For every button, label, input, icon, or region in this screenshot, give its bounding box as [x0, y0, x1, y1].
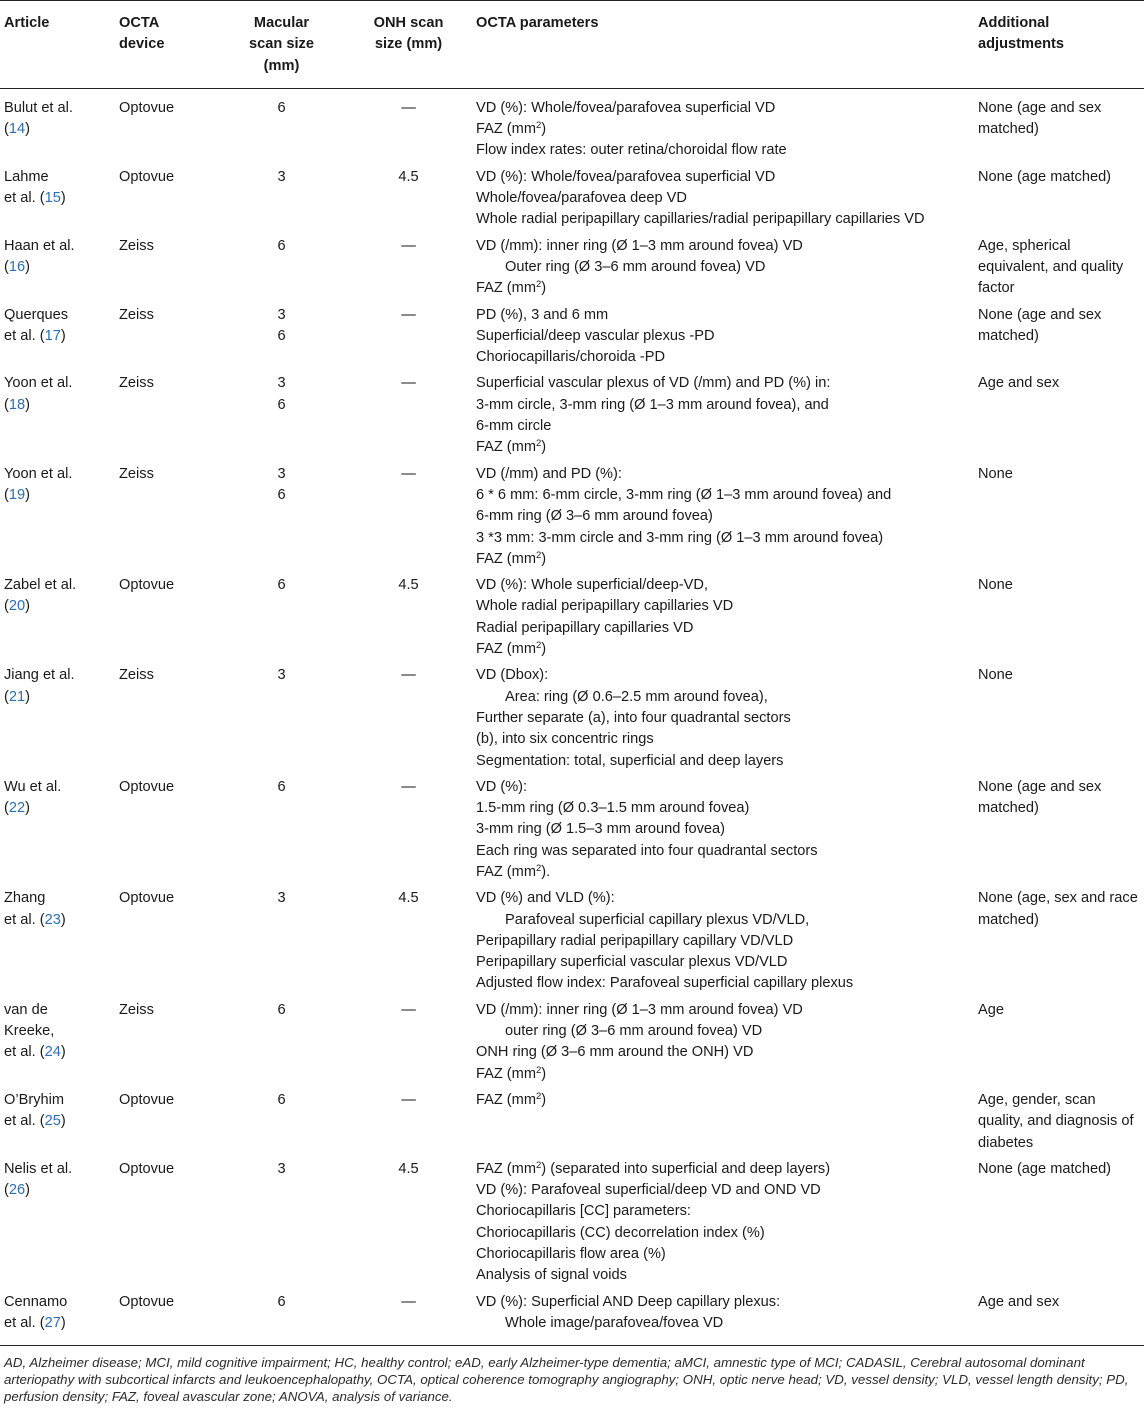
cell-article: Zhang et al. (23)	[4, 890, 66, 928]
cell-adjust	[974, 88, 1144, 166]
adjust-line: Age and sex	[978, 1293, 1060, 1310]
cell-onh	[345, 1159, 472, 1292]
param-line: FAZ $(mm^2)$	[476, 549, 547, 567]
table-row	[0, 88, 1144, 166]
cell-params	[472, 236, 974, 305]
article-author: O’Bryhim et al.	[4, 1091, 64, 1130]
adjust-line: matched)	[978, 800, 1039, 817]
cell-params	[472, 575, 974, 665]
header-params: OCTA parameters	[472, 1, 974, 89]
onh-size-value: —	[401, 1001, 416, 1018]
cell-params	[472, 1090, 974, 1159]
article-author: Cennamo et al.	[4, 1293, 68, 1331]
param-line: Choriocapillaris (CC) decorrelation index (%)	[476, 1224, 765, 1241]
article-author: Jiang et al.	[4, 667, 75, 684]
adjust-line: None	[978, 465, 1013, 482]
macular-size-value: 3	[277, 1160, 286, 1177]
article-author: Yoon et al.	[4, 375, 73, 392]
cell-onh	[345, 665, 472, 776]
param-line: 1.5-mm ring (Ø 0.3–1.5 mm around fovea)	[476, 800, 750, 817]
macular-size-value: 6	[277, 396, 286, 413]
cell-params	[472, 1000, 974, 1090]
onh-size-value: —	[401, 465, 416, 482]
cell-adjust	[974, 236, 1144, 305]
device-value: Optovue	[119, 1160, 175, 1177]
cell-adjust	[974, 1090, 1144, 1159]
adjust-line: matched)	[978, 911, 1039, 928]
article-author: Wu et al.	[4, 778, 62, 795]
onh-size-value: 4.5	[398, 890, 419, 907]
param-line: Flow index rates: outer retina/choroidal flow rate	[476, 142, 787, 159]
param-line: VD (%):	[476, 778, 528, 795]
cell-params	[472, 167, 974, 236]
table-row	[0, 888, 1144, 999]
adjust-line: quality, and diagnosis of	[978, 1113, 1134, 1130]
onh-size-value: 4.5	[398, 577, 419, 594]
cell-macular	[218, 464, 345, 575]
table-row	[0, 373, 1144, 463]
cell-device	[115, 88, 218, 166]
cell-device	[115, 1090, 218, 1159]
cell-article: O’Bryhim et al. (25)	[4, 1091, 66, 1130]
param-line: FAZ $(mm^2)$	[476, 1090, 547, 1108]
table-footnote: AD, Alzheimer disease; MCI, mild cognitive impairment; HC, healthy control; eAD, early Alzheimer-type dementia; aMCI, amnestic type of MCI; CADASIL, Cerebral autosomal dominant arteriopathy with subcortical infarcts and leukoencephalopathy, OCTA, optical coherence tomography angiography; ONH, optic nerve head; VD, vessel density; VLD, vessel length density; PD, perfusion density; FAZ, foveal avascular zone; ANOVA, analysis of variance.	[4, 1355, 1129, 1405]
cell-article: Nelis et al. (26)	[4, 1160, 73, 1199]
param-line: FAZ $(mm^2)$	[476, 120, 547, 138]
table-row	[0, 575, 1144, 665]
cell-params	[472, 777, 974, 888]
macular-size-value: 3	[277, 168, 286, 185]
param-line: Radial peripapillary capillaries VD	[476, 619, 694, 636]
onh-size-value: —	[401, 306, 416, 323]
reference-link[interactable]: 15	[44, 190, 61, 207]
article-author: Bulut et al.	[4, 99, 73, 116]
header-row	[0, 1, 1144, 89]
cell-device	[115, 464, 218, 575]
param-line: Area: ring (Ø 0.6–2.5 mm around fovea),	[505, 688, 768, 705]
param-line: VD (/mm) and PD (%):	[476, 465, 622, 482]
cell-adjust	[974, 1159, 1144, 1292]
adjust-line: None (age matched)	[978, 1160, 1112, 1177]
adjust-line: None (age and sex	[978, 778, 1102, 795]
param-line: Whole image/parafovea/fovea VD	[505, 1314, 724, 1331]
device-value: Zeiss	[119, 465, 154, 482]
param-line: (b), into six concentric rings	[476, 731, 654, 748]
cell-adjust	[974, 575, 1144, 665]
param-line: Whole radial peripapillary capillaries/radial peripapillary capillaries VD	[476, 211, 925, 228]
cell-article: Yoon et al. (19)	[4, 465, 73, 503]
param-line: VD (%): Whole superficial/deep-VD,	[476, 577, 708, 594]
param-line: Superficial/deep vascular plexus -PD	[476, 327, 715, 344]
device-value: Optovue	[119, 890, 175, 907]
param-line: Segmentation: total, superficial and deep layers	[476, 752, 784, 769]
cell-macular	[218, 88, 345, 166]
cell-macular	[218, 665, 345, 776]
cell-onh	[345, 575, 472, 665]
cell-adjust	[974, 373, 1144, 463]
macular-size-value: 6	[277, 778, 286, 795]
param-line: Further separate (a), into four quadrantal sectors	[476, 709, 791, 726]
adjust-line: diabetes	[978, 1134, 1034, 1151]
onh-size-value: —	[401, 667, 416, 684]
param-line: Analysis of signal voids	[476, 1267, 627, 1284]
param-line: VD (%): Whole/fovea/parafovea superficial VD	[476, 99, 776, 116]
table-body	[0, 88, 1144, 1345]
cell-article: Zabel et al. (20)	[4, 577, 77, 615]
param-line: VD (Dbox):	[476, 667, 549, 684]
macular-size-value: 6	[277, 1293, 286, 1310]
cell-macular	[218, 236, 345, 305]
reference-link[interactable]: 22	[8, 800, 26, 817]
device-value: Optovue	[119, 1091, 175, 1108]
cell-macular	[218, 1000, 345, 1090]
table-row	[0, 1090, 1144, 1159]
cell-params	[472, 88, 974, 166]
macular-size-value: 6	[277, 99, 286, 116]
header-onh: ONH scan size (mm)	[345, 1, 472, 89]
reference-link[interactable]: 14	[8, 121, 26, 138]
adjust-line: Age and sex	[978, 375, 1060, 392]
cell-article: Haan et al. (16)	[4, 237, 75, 275]
cell-article: Yoon et al. (18)	[4, 375, 73, 413]
onh-size-value: —	[401, 1091, 416, 1108]
table-row	[0, 236, 1144, 305]
cell-adjust	[974, 1292, 1144, 1346]
cell-article: Jiang et al. (21)	[4, 667, 75, 705]
cell-onh	[345, 305, 472, 374]
cell-onh	[345, 888, 472, 999]
cell-article: van de Kreeke, et al. (24)	[4, 1001, 66, 1061]
adjust-line: Age, gender, scan	[978, 1091, 1096, 1108]
adjust-line: matched)	[978, 327, 1039, 344]
param-line: PD (%), 3 and 6 mm	[476, 306, 609, 323]
param-line: ONH ring (Ø 3–6 mm around the ONH) VD	[476, 1044, 754, 1061]
param-line: Peripapillary superficial vascular plexus VD/VLD	[476, 954, 788, 971]
adjust-line: None (age, sex and race	[978, 890, 1138, 907]
cell-macular	[218, 1292, 345, 1346]
article-author: van de Kreeke, et al.	[4, 1001, 55, 1061]
cell-macular	[218, 305, 345, 374]
adjust-line: None	[978, 667, 1013, 684]
param-line: VD (%): Parafoveal superficial/deep VD and OND VD	[476, 1182, 821, 1199]
header-article: Article	[0, 1, 115, 89]
cell-onh	[345, 777, 472, 888]
cell-onh	[345, 1090, 472, 1159]
article-author: Querques et al.	[4, 306, 69, 344]
param-line: FAZ $(mm^2)$	[476, 438, 547, 456]
cell-adjust	[974, 167, 1144, 236]
device-value: Optovue	[119, 1293, 175, 1310]
cell-device	[115, 1292, 218, 1346]
header-macular: Macular scan size (mm)	[218, 1, 345, 89]
reference-link[interactable]: 17	[44, 327, 61, 344]
param-line: FAZ $(mm^2)$ (separated into superficial and deep layers)	[476, 1159, 831, 1177]
macular-size-value: 3	[277, 890, 286, 907]
article-author: Zhang et al.	[4, 890, 46, 928]
param-line: 3 *3 mm: 3-mm circle and 3-mm ring (Ø 1–3 mm around fovea)	[476, 529, 884, 546]
device-value: Optovue	[119, 99, 175, 116]
reference-link[interactable]: 18	[8, 396, 26, 413]
macular-size-value: 3	[277, 465, 286, 482]
cell-onh	[345, 88, 472, 166]
table-row	[0, 1000, 1144, 1090]
onh-size-value: —	[401, 778, 416, 795]
cell-onh	[345, 373, 472, 463]
device-value: Optovue	[119, 778, 175, 795]
cell-adjust	[974, 665, 1144, 776]
cell-adjust	[974, 1000, 1144, 1090]
param-line: VD (/mm): inner ring (Ø 1–3 mm around fovea) VD	[476, 1001, 803, 1018]
onh-size-value: —	[401, 1293, 416, 1310]
cell-device	[115, 236, 218, 305]
cell-params	[472, 464, 974, 575]
cell-device	[115, 1159, 218, 1292]
article-author: Zabel et al.	[4, 577, 77, 594]
macular-size-value: 6	[277, 1091, 286, 1108]
device-value: Optovue	[119, 168, 175, 185]
reference-link[interactable]: 26	[8, 1182, 26, 1199]
device-value: Optovue	[119, 577, 175, 594]
reference-link[interactable]: 16	[8, 258, 26, 275]
cell-device	[115, 373, 218, 463]
device-value: Zeiss	[119, 237, 154, 254]
param-line: 3-mm circle, 3-mm ring (Ø 1–3 mm around fovea), and	[476, 396, 829, 413]
header-device: OCTA device	[115, 1, 218, 89]
param-line: 6-mm ring (Ø 3–6 mm around fovea)	[476, 508, 713, 525]
cell-params	[472, 373, 974, 463]
param-line: Parafoveal superficial capillary plexus VD/VLD,	[505, 911, 810, 928]
param-line: VD (%): Superficial AND Deep capillary plexus:	[476, 1293, 781, 1310]
table-row	[0, 665, 1144, 776]
param-line: 6 * 6 mm: 6-mm circle, 3-mm ring (Ø 1–3 mm around fovea) and	[476, 486, 892, 503]
device-value: Zeiss	[119, 306, 154, 323]
device-value: Zeiss	[119, 667, 154, 684]
cell-params	[472, 1292, 974, 1346]
macular-size-value: 6	[277, 327, 286, 344]
adjust-line: equivalent, and quality	[978, 258, 1124, 275]
cell-onh	[345, 464, 472, 575]
param-line: Peripapillary radial peripapillary capillary VD/VLD	[476, 932, 794, 949]
cell-article: Lahme et al. (15)	[4, 168, 66, 207]
macular-size-value: 6	[277, 1001, 286, 1018]
reference-link[interactable]: 24	[44, 1044, 61, 1061]
onh-size-value: 4.5	[398, 1160, 419, 1177]
cell-adjust	[974, 305, 1144, 374]
cell-params	[472, 305, 974, 374]
cell-params	[472, 888, 974, 999]
param-line: VD (%): Whole/fovea/parafovea superficial VD	[476, 168, 776, 185]
param-line: Adjusted flow index: Parafoveal superficial capillary plexus	[476, 975, 854, 992]
cell-macular	[218, 167, 345, 236]
cell-params	[472, 665, 974, 776]
param-line: FAZ $(mm^2)$	[476, 279, 547, 297]
param-line: Whole radial peripapillary capillaries VD	[476, 598, 734, 615]
cell-device	[115, 777, 218, 888]
table-header	[0, 1, 1144, 89]
onh-size-value: 4.5	[398, 168, 419, 185]
reference-link[interactable]: 25	[44, 1113, 61, 1130]
table-row	[0, 777, 1144, 888]
param-line: Choriocapillaris/choroida -PD	[476, 349, 665, 366]
cell-onh	[345, 236, 472, 305]
adjust-line: None (age and sex	[978, 99, 1102, 116]
macular-size-value: 3	[277, 667, 286, 684]
param-line: Outer ring (Ø 3–6 mm around fovea) VD	[505, 258, 766, 275]
macular-size-value: 6	[277, 237, 286, 254]
cell-macular	[218, 1159, 345, 1292]
param-line: Whole/fovea/parafovea deep VD	[476, 190, 687, 207]
cell-macular	[218, 888, 345, 999]
param-line: VD (/mm): inner ring (Ø 1–3 mm around fovea) VD	[476, 237, 803, 254]
cell-macular	[218, 1090, 345, 1159]
cell-onh	[345, 167, 472, 236]
onh-size-value: —	[401, 237, 416, 254]
adjust-line: matched)	[978, 121, 1039, 138]
article-author: Nelis et al.	[4, 1160, 73, 1177]
param-line: Superficial vascular plexus of VD (/mm) and PD (%) in:	[476, 375, 831, 392]
cell-device	[115, 888, 218, 999]
cell-adjust	[974, 888, 1144, 999]
param-line: Each ring was separated into four quadrantal sectors	[476, 842, 818, 859]
param-line: FAZ $(mm^2)$.	[476, 862, 551, 880]
cell-adjust	[974, 777, 1144, 888]
cell-article: Querques et al. (17)	[4, 306, 69, 344]
adjust-line: Age, spherical	[978, 237, 1071, 254]
cell-adjust	[974, 464, 1144, 575]
cell-onh	[345, 1292, 472, 1346]
param-line: 3-mm ring (Ø 1.5–3 mm around fovea)	[476, 821, 725, 838]
macular-size-value: 3	[277, 306, 286, 323]
param-line: FAZ $(mm^2)$	[476, 1064, 547, 1082]
cell-device	[115, 167, 218, 236]
param-line: outer ring (Ø 3–6 mm around fovea) VD	[505, 1023, 763, 1040]
adjust-line: None (age matched)	[978, 168, 1112, 185]
param-line: Choriocapillaris [CC] parameters:	[476, 1203, 691, 1220]
cell-device	[115, 665, 218, 776]
reference-link[interactable]: 19	[8, 486, 26, 503]
table-row	[0, 167, 1144, 236]
adjust-line: Age	[978, 1001, 1004, 1018]
onh-size-value: —	[401, 375, 416, 392]
reference-link[interactable]: 20	[8, 598, 26, 615]
onh-size-value: —	[401, 99, 416, 116]
cell-params	[472, 1159, 974, 1292]
reference-link[interactable]: 27	[44, 1314, 61, 1331]
table-row	[0, 1159, 1144, 1292]
cell-onh	[345, 1000, 472, 1090]
macular-size-value: 6	[277, 486, 286, 503]
adjust-line: None (age and sex	[978, 306, 1102, 323]
table-row	[0, 305, 1144, 374]
table-row	[0, 1292, 1144, 1346]
article-author: Haan et al.	[4, 237, 75, 254]
param-line: FAZ $(mm^2)$	[476, 640, 547, 658]
cell-macular	[218, 575, 345, 665]
cell-device	[115, 1000, 218, 1090]
cell-macular	[218, 777, 345, 888]
article-author: Lahme et al.	[4, 168, 49, 207]
cell-device	[115, 305, 218, 374]
cell-macular	[218, 373, 345, 463]
cell-article: Cennamo et al. (27)	[0, 1292, 115, 1346]
article-author: Yoon et al.	[4, 465, 73, 482]
adjust-line: None	[978, 577, 1013, 594]
header-adjust: Additional adjustments	[974, 1, 1144, 89]
cell-article: Wu et al. (22)	[4, 778, 62, 817]
table-row	[0, 464, 1144, 575]
cell-device	[115, 575, 218, 665]
reference-link[interactable]: 21	[8, 688, 26, 705]
macular-size-value: 6	[277, 577, 286, 594]
param-line: VD (%) and VLD (%):	[476, 890, 615, 907]
param-line: Choriocapillaris flow area (%)	[476, 1246, 666, 1263]
device-value: Zeiss	[119, 375, 154, 392]
cell-article: Bulut et al. (14)	[4, 99, 73, 138]
adjust-line: factor	[978, 280, 1015, 297]
param-line: 6-mm circle	[476, 418, 552, 435]
device-value: Zeiss	[119, 1001, 154, 1018]
reference-link[interactable]: 23	[44, 911, 61, 928]
macular-size-value: 3	[277, 375, 286, 392]
